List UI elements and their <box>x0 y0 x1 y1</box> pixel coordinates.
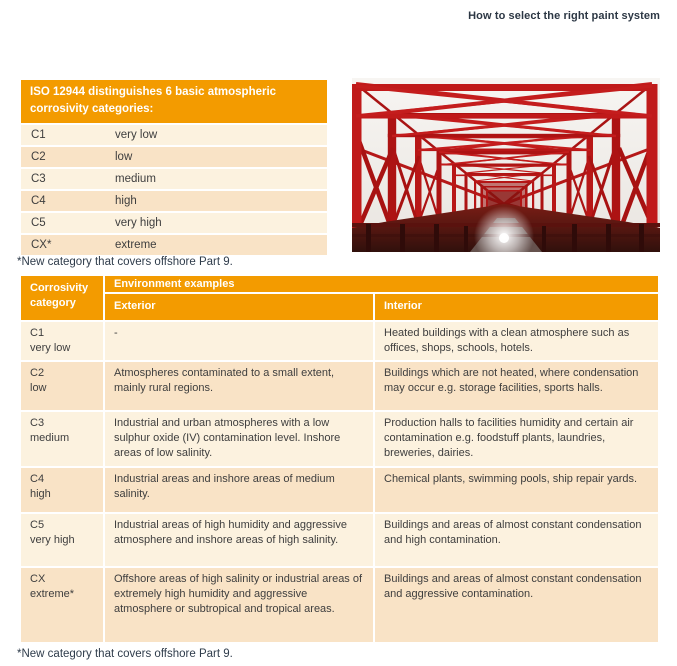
table-row <box>21 191 327 211</box>
table-row <box>21 125 327 145</box>
category-code: C1 <box>31 129 46 142</box>
table-row <box>21 322 658 360</box>
table-row <box>21 568 658 642</box>
interior-cell: Buildings and areas of almost constant condensation and aggressive contamination. <box>375 568 658 642</box>
category-cell <box>21 568 103 642</box>
category-cell <box>21 514 103 566</box>
table-row <box>21 468 658 512</box>
table-row <box>21 412 658 466</box>
category-level: medium <box>30 432 70 445</box>
category-code: C4 <box>30 473 45 486</box>
category-level: medium <box>115 173 156 186</box>
category-code: CX* <box>31 239 52 252</box>
category-code: C2 <box>31 151 46 164</box>
corrosivity-categories-table <box>21 80 327 257</box>
category-code: C2 <box>30 367 45 380</box>
category-cell <box>21 412 103 466</box>
category-level: very high <box>30 534 75 547</box>
category-code: C1 <box>30 327 45 339</box>
category-level: extreme* <box>30 588 75 601</box>
category-code: CX <box>30 573 46 586</box>
category-code: C3 <box>31 173 46 186</box>
interior-cell: Buildings and areas of almost constant condensation and high contamination. <box>375 514 658 566</box>
category-level: high <box>30 488 51 501</box>
category-code: C5 <box>30 519 45 532</box>
exterior-cell: Offshore areas of high salinity or industrial areas of extremely high humidity and aggressive atmosphere or subtropical and tropical areas. <box>105 568 373 642</box>
footnote-offshore-top: *New category that covers offshore Part 9. <box>17 256 233 268</box>
exterior-cell: Atmospheres contaminated to a small extent, mainly rural regions. <box>105 362 373 410</box>
environment-examples-table <box>21 276 658 644</box>
exterior-cell: Industrial areas and inshore areas of medium salinity. <box>105 468 373 512</box>
exterior-cell: - <box>105 322 373 360</box>
exterior-cell: Industrial and urban atmospheres with a low sulphur oxide (IV) contamination level. Inshore areas of low salinity. <box>105 412 373 466</box>
interior-column-header: Interior <box>375 294 658 320</box>
environment-examples-header: Environment examples <box>105 276 658 292</box>
table-row <box>21 213 327 233</box>
interior-cell: Heated buildings with a clean atmosphere such as offices, shops, schools, hotels. <box>375 322 658 360</box>
category-level: high <box>115 195 137 208</box>
corrosivity-category-header: Corrosivity category <box>21 276 103 320</box>
footnote-offshore-bottom: *New category that covers offshore Part 9. <box>17 648 233 660</box>
category-level: very low <box>115 129 158 142</box>
category-cell <box>21 362 103 410</box>
category-level: very high <box>115 217 162 230</box>
category-level: low <box>115 151 133 164</box>
page-title: How to select the right paint system <box>468 10 660 22</box>
category-code: C5 <box>31 217 46 230</box>
category-cell <box>21 468 103 512</box>
intro-table-header: ISO 12944 distinguishes 6 basic atmospheric corrosivity categories: <box>21 80 327 123</box>
category-cell <box>21 322 103 360</box>
table-row <box>21 169 327 189</box>
interior-cell: Production halls to facilities humidity and certain air contamination e.g. foodstuff plants, laundries, breweries, dairies. <box>375 412 658 466</box>
table-row <box>21 362 658 410</box>
table-row <box>21 147 327 167</box>
exterior-cell: Industrial areas of high humidity and aggressive atmosphere and inshore areas of high salinity. <box>105 514 373 566</box>
table-row <box>21 514 658 566</box>
category-level: low <box>30 382 47 395</box>
bridge-photo-illustration <box>352 78 660 252</box>
category-level: very low <box>30 341 71 354</box>
category-code: C4 <box>31 195 46 208</box>
interior-cell: Chemical plants, swimming pools, ship repair yards. <box>375 468 658 512</box>
exterior-column-header: Exterior <box>105 294 373 320</box>
interior-cell: Buildings which are not heated, where condensation may occur e.g. storage facilities, sports halls. <box>375 362 658 410</box>
category-level: extreme <box>115 239 157 252</box>
bridge-photo <box>352 78 660 252</box>
table-row <box>21 235 327 255</box>
category-code: C3 <box>30 417 45 430</box>
environment-table-header <box>21 276 658 320</box>
